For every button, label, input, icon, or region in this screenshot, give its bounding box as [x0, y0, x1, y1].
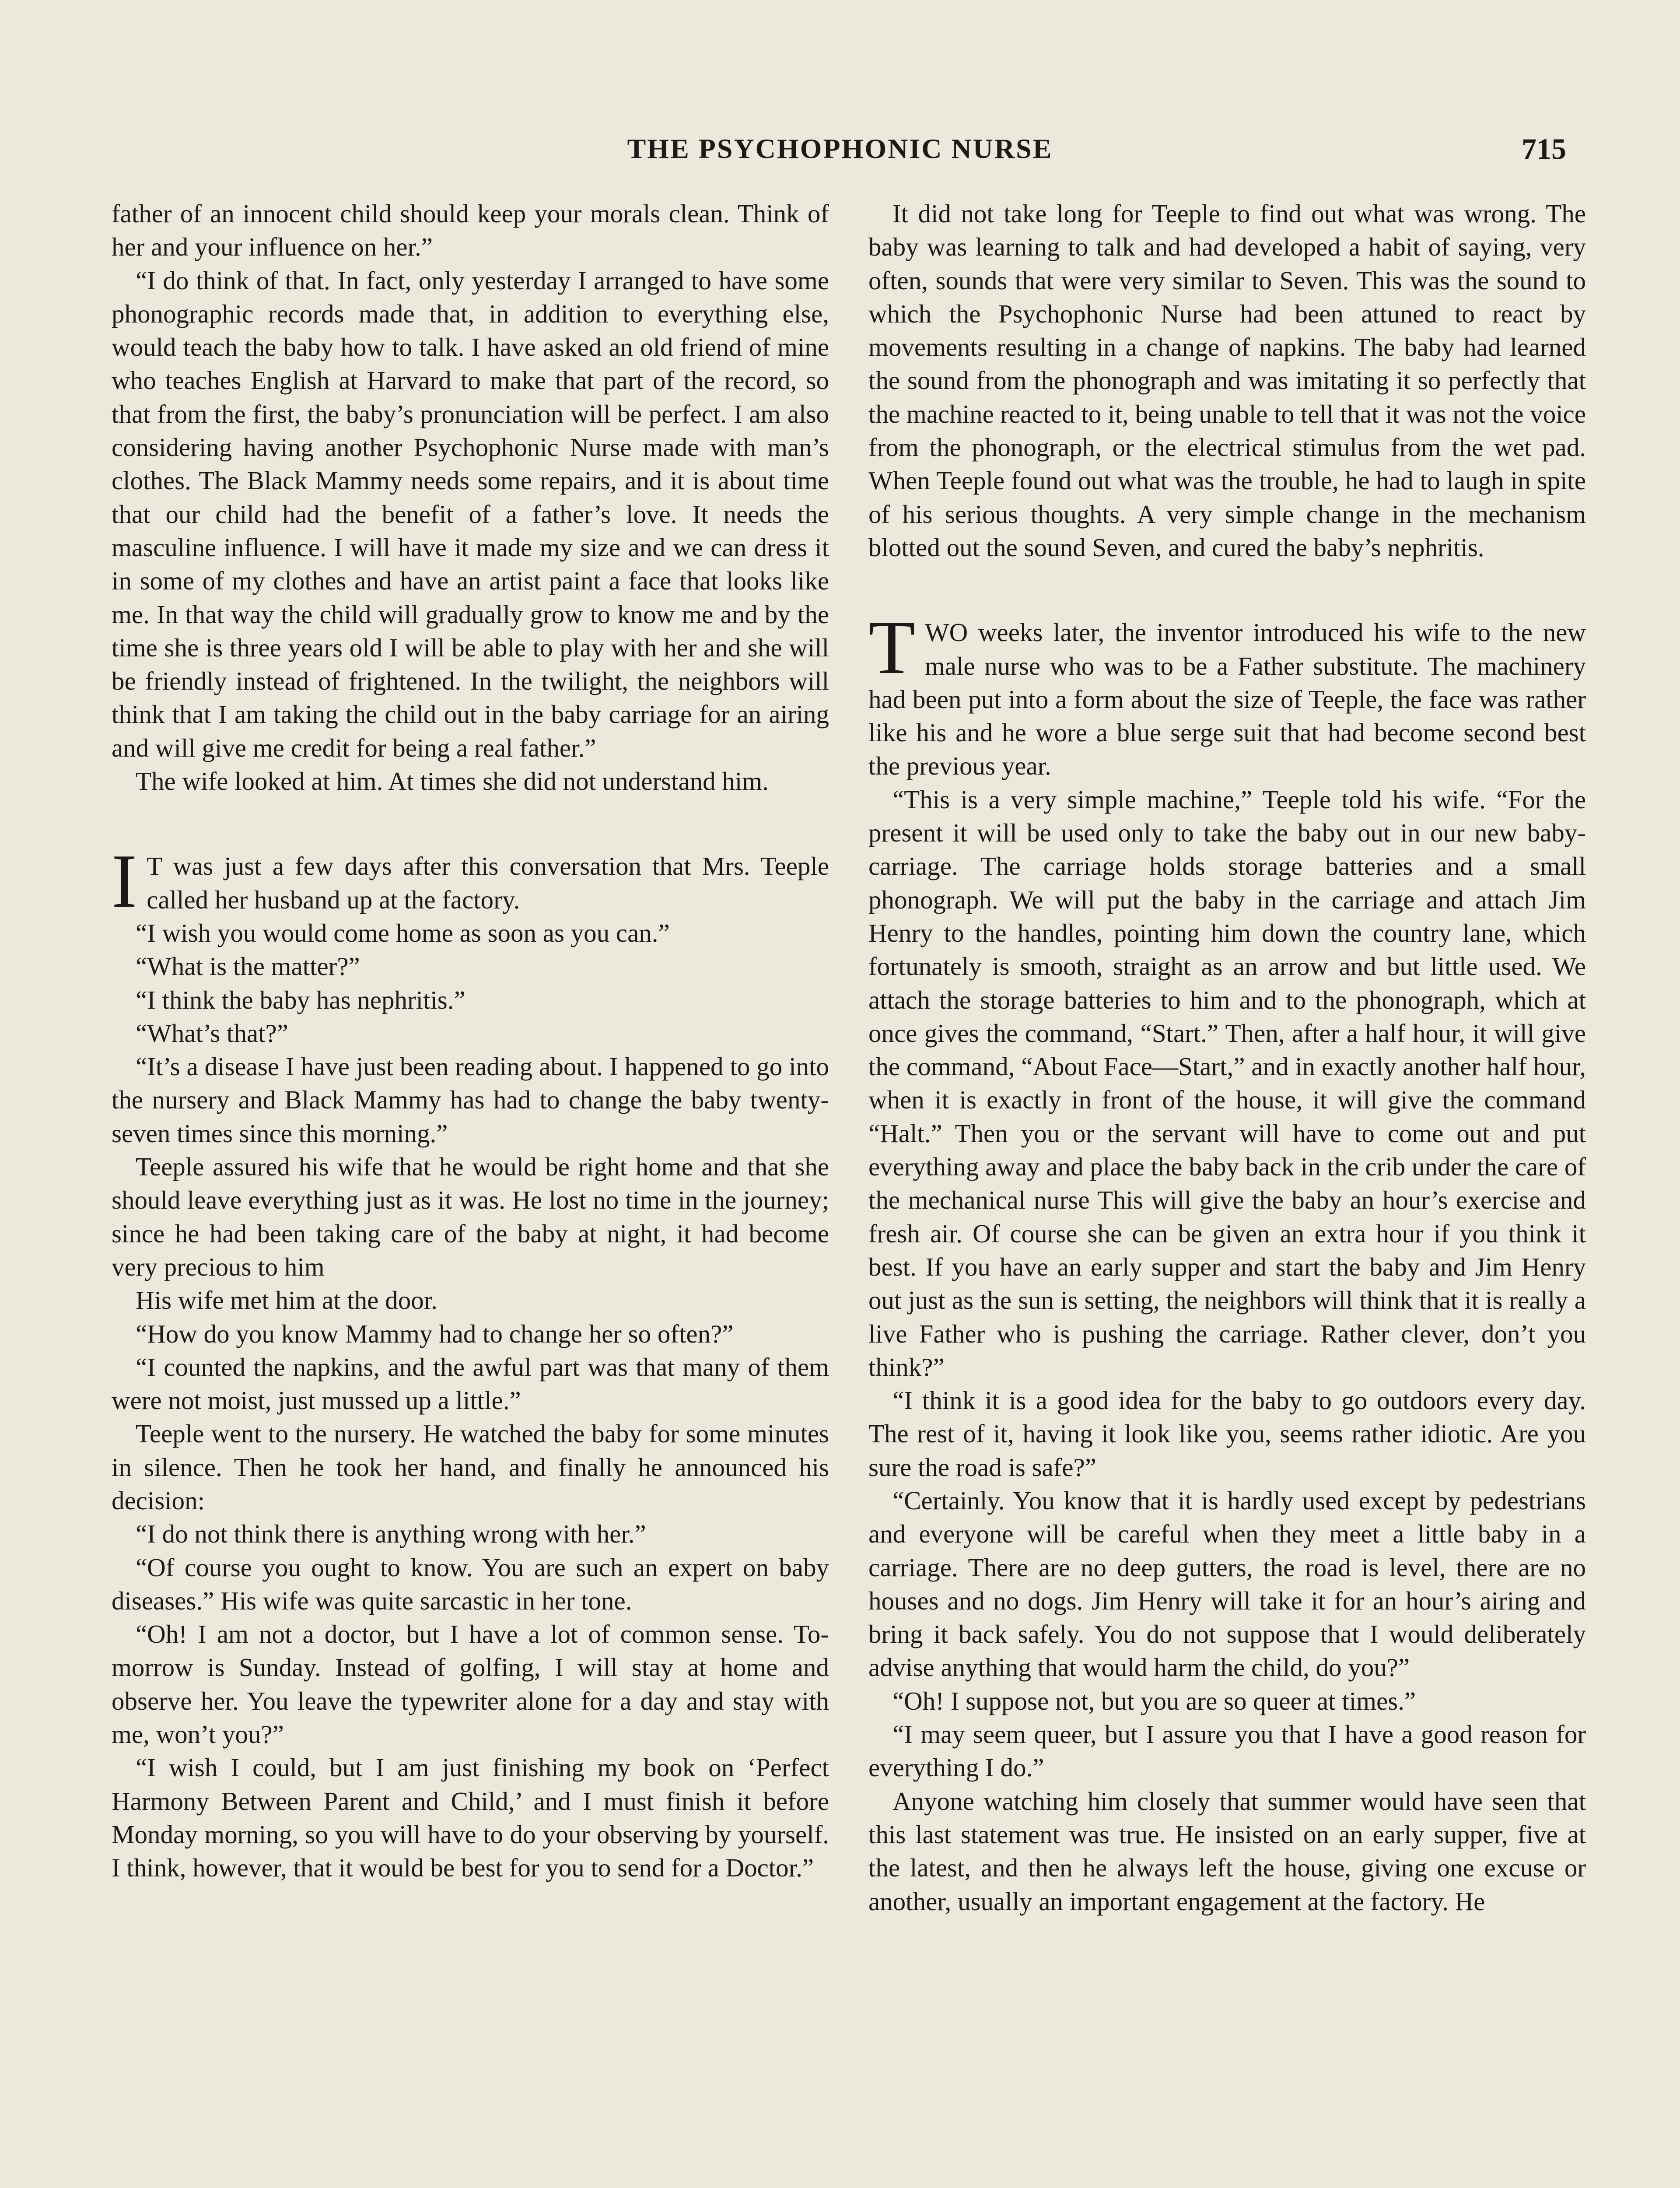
paragraph: Anyone watching him closely that summer would have seen that this last statement was true. He insisted on an early supper, five at the latest, and then he always left the house, giving one excuse or another, usually an important engagement at the factory. He: [868, 1786, 1586, 1916]
paragraph: “How do you know Mammy had to change her so often?”: [136, 1319, 734, 1348]
drop-cap: I: [112, 838, 137, 924]
paragraph: Teeple went to the nursery. He watched the baby for some minutes in silence. Then he took her hand, and finally he announced his decision:: [112, 1419, 829, 1515]
paragraph: father of an innocent child should keep your morals clean. Think of her and your influence on her.”: [112, 199, 829, 262]
left-column: [112, 197, 829, 2188]
paragraph: “I counted the napkins, and the awful part was that many of them were not moist, just mussed up a little.”: [112, 1352, 829, 1415]
paragraph: “It’s a disease I have just been reading about. I happened to go into the nursery and Black Mammy has had to change the baby twenty-seven times since this morning.”: [112, 1052, 829, 1148]
paragraph: “I wish I could, but I am just finishing my book on ‘Perfect Harmony Between Parent and Child,’ and I must finish it before Monday morning, so you will have to do your observing by yourself. I think, however, that it would be best for you to send for a Doctor.”: [112, 1753, 829, 1883]
paragraph: The wife looked at him. At times she did not understand him.: [136, 767, 769, 796]
paragraph: “What’s that?”: [136, 1018, 288, 1048]
section-opening-paragraph: [112, 838, 829, 924]
paragraph: “What is the matter?”: [136, 952, 360, 981]
paragraph: Teeple assured his wife that he would be right home and that she should leave everything just as it was. He lost no time in the journey; since he had been taking care of the baby at night, it had become very precious to him: [112, 1152, 829, 1281]
paragraph: “Of course you ought to know. You are such an expert on baby diseases.” His wife was quite sarcastic in her tone.: [112, 1553, 829, 1615]
paragraph: “Oh! I am not a doctor, but I have a lot of common sense. To-morrow is Sunday. Instead of golfing, I will stay at home and observe her. You leave the typewriter alone for a day and stay with me, won’t you?”: [112, 1620, 829, 1749]
paragraph: “Oh! I suppose not, but you are so queer at times.”: [892, 1686, 1416, 1715]
paragraph: “Certainly. You know that it is hardly used except by pedestrians and everyone will be careful when they meet a little baby in a carriage. There are no deep gutters, the road is level, there are no houses and no dogs. Jim Henry will take it for an hour’s airing and bring it back safely. You do not suppose that I would deliberately advise anything that would harm the child, do you?”: [868, 1486, 1586, 1682]
paragraph: “I may seem queer, but I assure you that I have a good reason for everything I do.”: [868, 1720, 1586, 1782]
paragraph: His wife met him at the door.: [136, 1286, 438, 1315]
running-title: THE PSYCHOPHONIC NURSE: [627, 133, 1053, 164]
paragraph-text: WO weeks later, the inventor introduced his wife to the new male nurse who was to be a Father substitute. The machinery had been put into a form about the size of Teeple, the face was rather like his and he wore a blue serge suit that had become second best the previous year.: [868, 618, 1586, 781]
paragraph: “I think it is a good idea for the baby to go outdoors every day. The rest of it, having it look like you, seems rather idiotic. Are you sure the road is safe?”: [868, 1386, 1586, 1482]
paragraph: “I do not think there is anything wrong with her.”: [136, 1519, 646, 1549]
section-opening-paragraph: [868, 605, 1586, 782]
page-number: 715: [1522, 132, 1566, 165]
paragraph: “I think the baby has nephritis.”: [136, 985, 466, 1014]
paragraph: “I wish you would come home as soon as you can.”: [136, 918, 670, 947]
paragraph-text: T was just a few days after this conversation that Mrs. Teeple called her husband up at the factory.: [147, 852, 829, 914]
drop-cap: T: [868, 605, 915, 690]
paragraph: “This is a very simple machine,” Teeple told his wife. “For the present it will be used only to take the baby out in our new baby-carriage. The carriage holds storage batteries and a small phonograph. We will put the baby in the carriage and attach Jim Henry to the handles, pointing him down the country lane, which fortunately is smooth, straight as an arrow and but little used. We attach the storage batteries to him and to the phonograph, which at once gives the command, “Start.” Then, after a half hour, it will give the command, “About Face—Start,” and in exactly another half hour, when it is exactly in front of the house, it will give the command “Halt.” Then you or the servant will have to come out and put everything away and place the baby back in the crib under the care of the mechanical nurse This will give the baby an hour’s exercise and fresh air. Of course she can be given an extra hour if you think it best. If you have an early supper and start the baby and Jim Henry out just as the sun is setting, the neighbors will think that it is really a live Father who is pushing the carriage. Rather clever, don’t you think?”: [868, 785, 1586, 1382]
page-header: [114, 131, 1566, 179]
paragraph: It did not take long for Teeple to find out what was wrong. The baby was learning to talk and had developed a habit of saying, very often, sounds that were very similar to Seven. This was the sound to which the Psychophonic Nurse had been attuned to react by movements resulting in a change of napkins. The baby had learned the sound from the phonograph and was imitating it so perfectly that the machine reacted to it, being unable to tell that it was not the voice from the phonograph, or the electrical stimulus from the wet pad. When Teeple found out what was the trouble, he had to laugh in spite of his serious thoughts. A very simple change in the mechanism blotted out the sound Seven, and cured the baby’s nephritis.: [868, 199, 1586, 562]
right-column: [868, 197, 1586, 2188]
paragraph: “I do think of that. In fact, only yesterday I arranged to have some phonographic records made that, in addition to everything else, would teach the baby how to talk. I have asked an old friend of mine who teaches English at Harvard to make that part of the record, so that from the first, the baby’s pronunciation will be perfect. I am also considering having another Psychophonic Nurse made with man’s clothes. The Black Mammy needs some repairs, and it is about time that our child had the benefit of a father’s love. It needs the masculine influence. I will have it made my size and we can dress it in some of my clothes and have an artist paint a face that looks like me. In that way the child will gradually grow to know me and by the time she is three years old I will be able to play with her and she will be friendly instead of frightened. In the twilight, the neighbors will think that I am taking the child out in the baby carriage for an airing and will give me credit for being a real father.”: [112, 266, 829, 762]
